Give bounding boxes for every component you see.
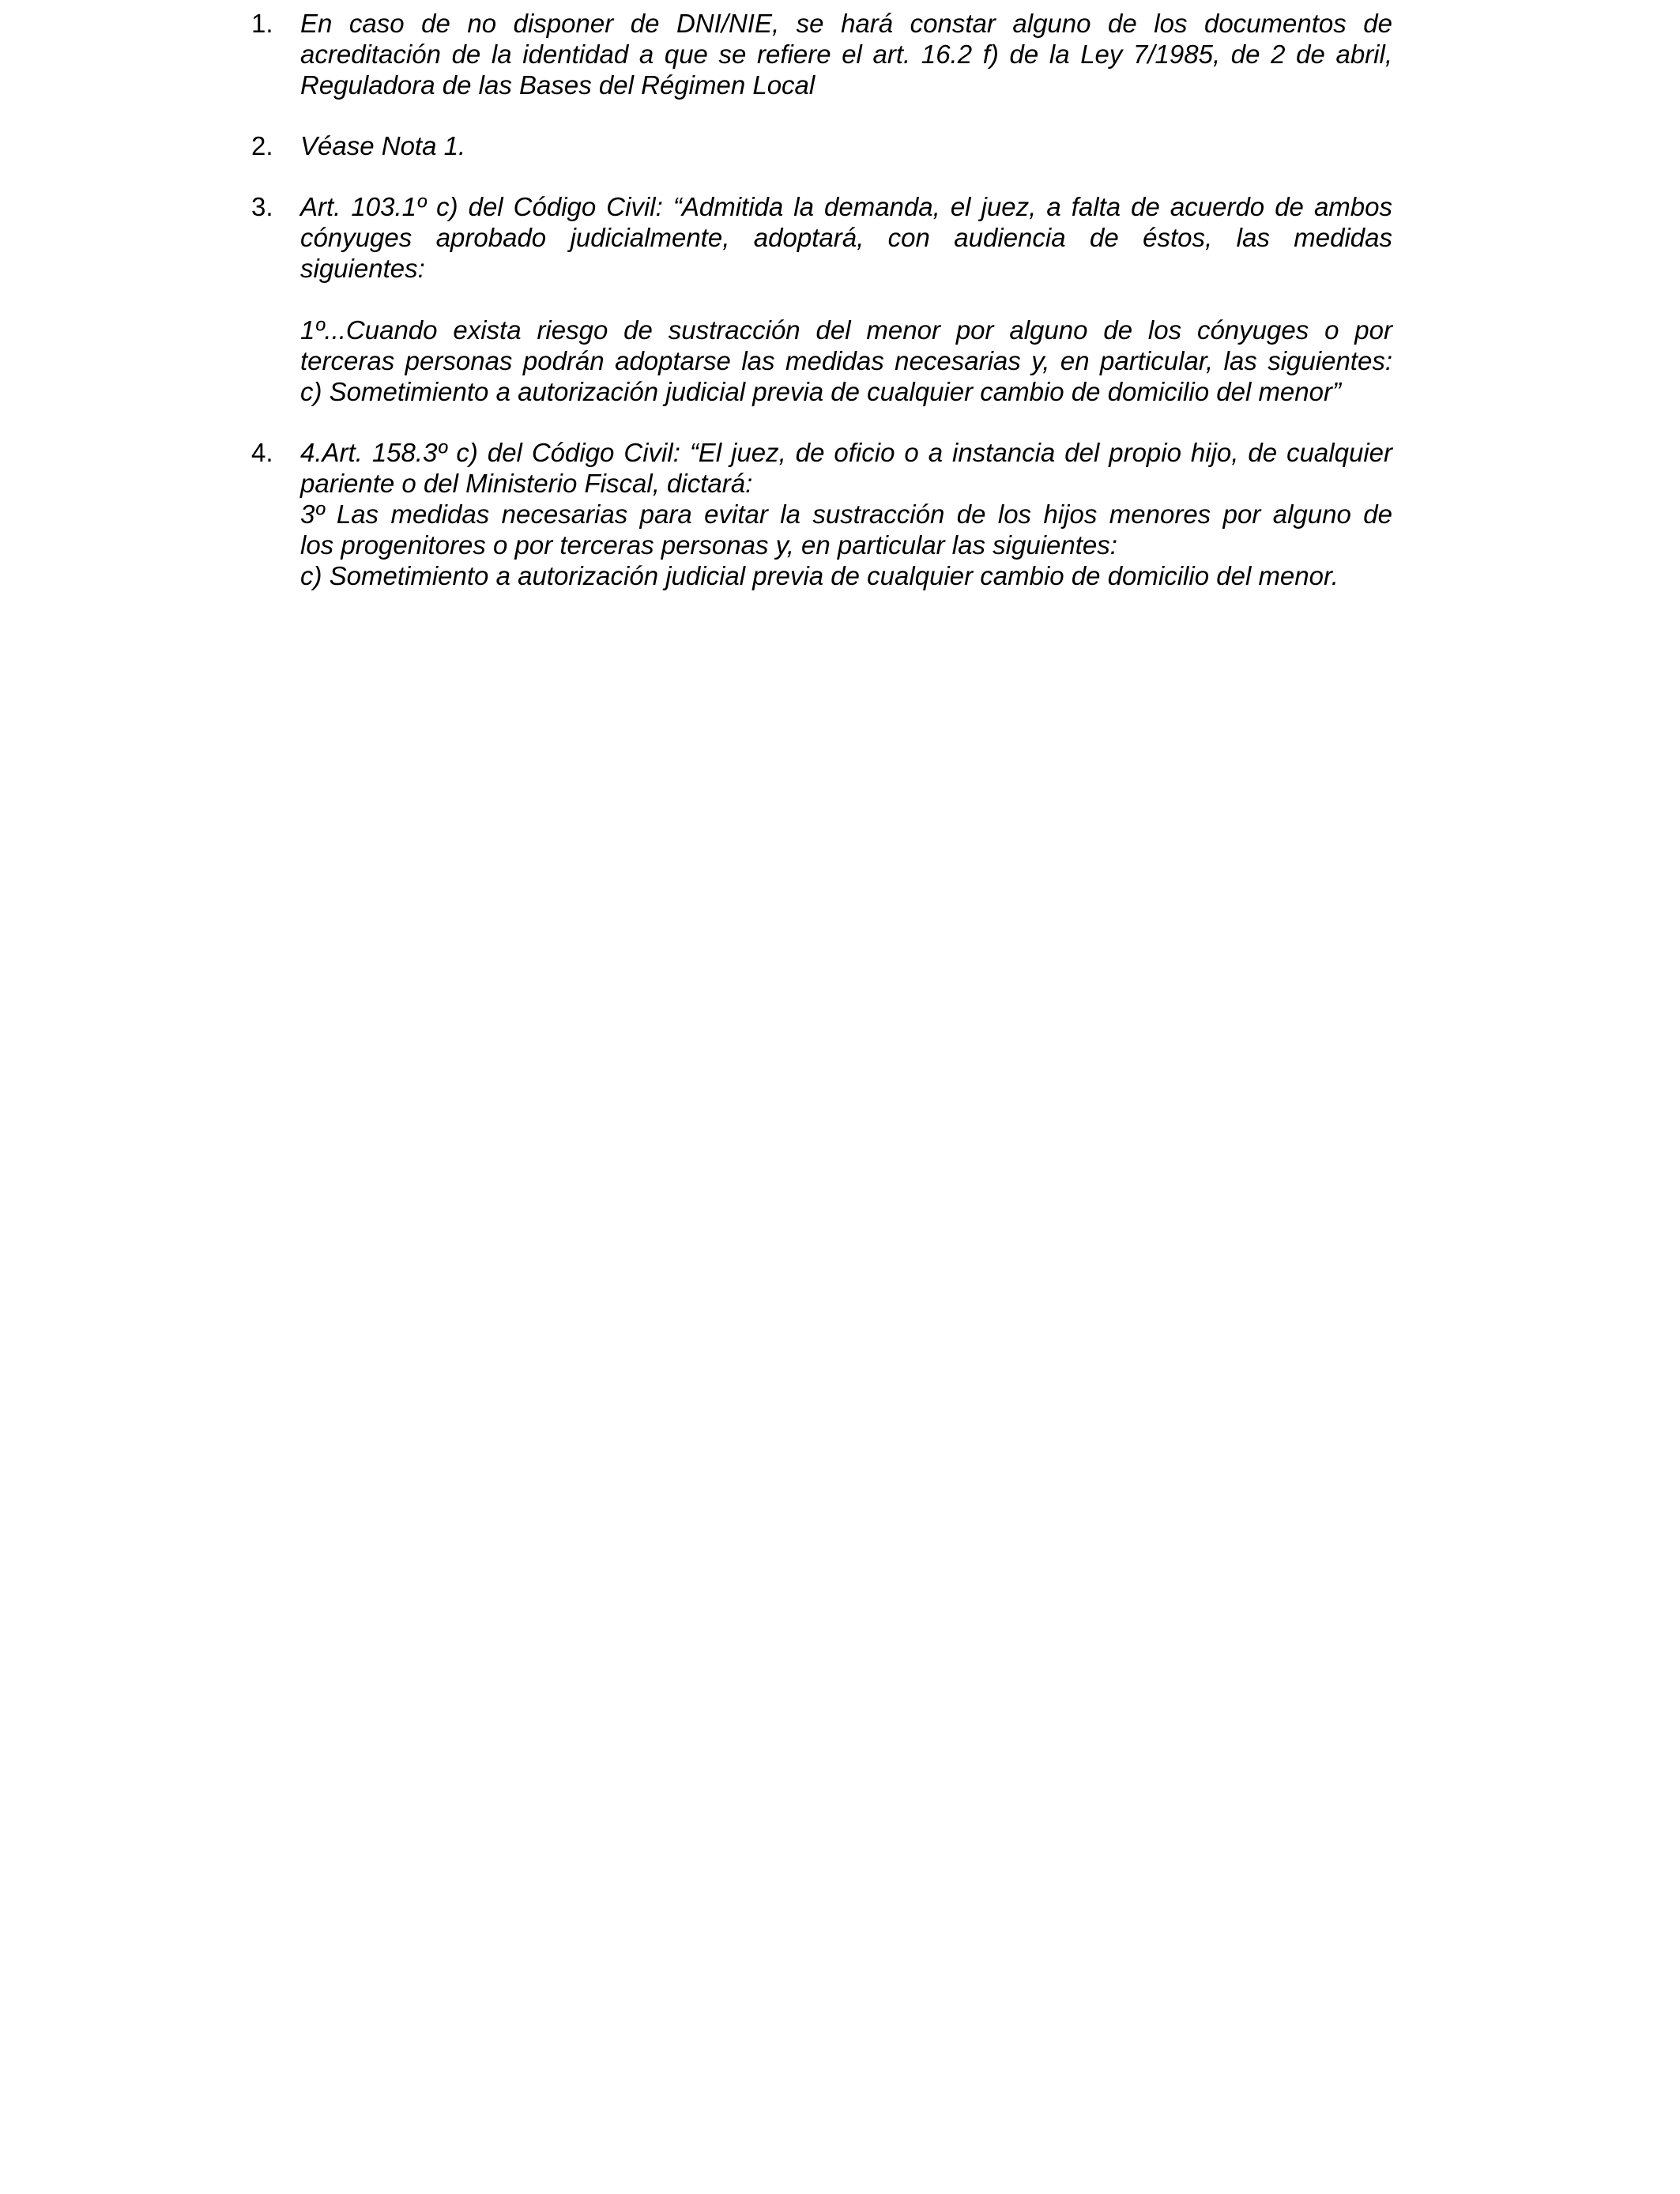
text-line: 3º Las medidas necesarias para evitar la sustracción de los hijos menores por alguno de	[300, 499, 1392, 529]
footnote-body	[300, 437, 1392, 591]
text-line: terceras personas podrán adoptarse las medidas necesarias y, en particular, las siguientes:	[300, 346, 1392, 375]
footnote-paragraph	[300, 191, 1392, 284]
text-line: los progenitores o por terceras personas y, en particular las siguientes:	[300, 530, 1117, 560]
text-line: c) Sometimiento a autorización judicial previa de cualquier cambio de domicilio del menor”	[300, 377, 1341, 406]
footnote-1	[251, 8, 1392, 100]
text-line: siguientes:	[300, 254, 425, 283]
footnote-3	[251, 191, 1392, 407]
footnote-number: 3.	[251, 192, 273, 221]
text-line: Véase Nota 1.	[300, 131, 466, 160]
footnotes-list	[251, 8, 1392, 591]
text-line: Reguladora de las Bases del Régimen Local	[300, 70, 816, 100]
footnote-paragraph	[300, 130, 1392, 161]
text-line: acreditación de la identidad a que se refiere el art. 16.2 f) de la Ley 7/1985, de 2 de abril,	[300, 40, 1392, 69]
footnote-number: 1.	[251, 9, 273, 38]
text-line: pariente o del Ministerio Fiscal, dictará:	[300, 469, 753, 498]
footnote-paragraph	[300, 315, 1392, 407]
footnote-body	[300, 130, 1392, 161]
text-line: Art. 103.1º c) del Código Civil: “Admitida la demanda, el juez, a falta de acuerdo de ambos	[300, 192, 1392, 221]
text-line: c) Sometimiento a autorización judicial previa de cualquier cambio de domicilio del menor.	[300, 561, 1339, 590]
footnote-body	[300, 8, 1392, 100]
text-line: cónyuges aprobado judicialmente, adoptará, con audiencia de éstos, las medidas	[300, 223, 1392, 252]
footnote-2	[251, 130, 1392, 161]
text-line: 1º...Cuando exista riesgo de sustracción del menor por alguno de los cónyuges o por	[300, 315, 1392, 345]
footnote-4	[251, 437, 1392, 591]
footnote-number: 4.	[251, 438, 273, 467]
text-line: 4.Art. 158.3º c) del Código Civil: “El juez, de oficio o a instancia del propio hijo, de cualquier	[300, 438, 1392, 467]
footnote-paragraph	[300, 8, 1392, 100]
footnote-body	[300, 191, 1392, 407]
text-line: En caso de no disponer de DNI/NIE, se hará constar alguno de los documentos de	[300, 9, 1392, 38]
footnote-number: 2.	[251, 131, 273, 160]
footnote-paragraph	[300, 437, 1392, 591]
